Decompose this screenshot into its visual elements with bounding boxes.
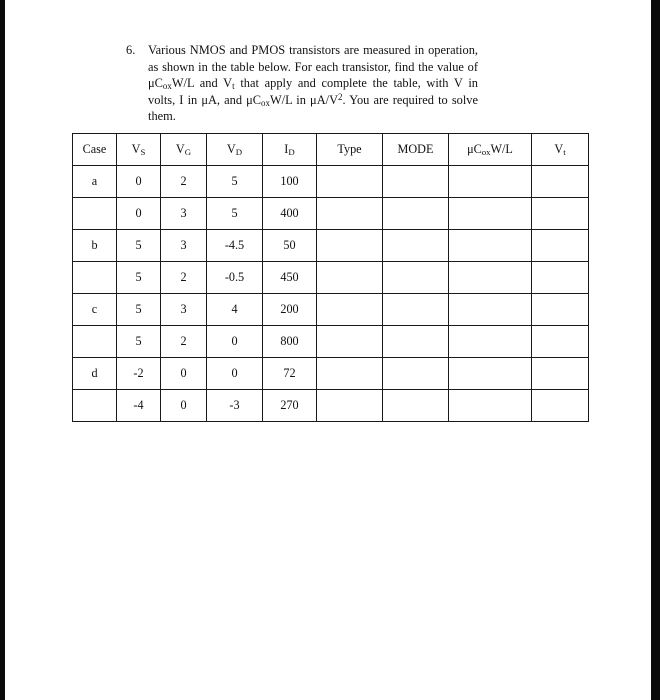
table-cell-vd: -4.5 [207, 230, 263, 262]
table-cell-case: a [73, 166, 117, 198]
table-row [73, 262, 589, 294]
table-row [73, 198, 589, 230]
table-cell-type[interactable] [317, 262, 383, 294]
table-row [73, 230, 589, 262]
column-header-case-label: Case [82, 142, 107, 156]
problem-line-3-subscript-t: t [232, 81, 235, 92]
table-cell-ucox[interactable] [449, 262, 532, 294]
problem-line-4-subscript-ox: ox [261, 97, 270, 108]
problem-line-4-part-c: . You are required to solve them. [148, 92, 479, 124]
table-cell-ucox[interactable] [449, 326, 532, 358]
column-header-vt-label: V [554, 142, 564, 156]
table-row [73, 166, 589, 198]
column-header-vg-subscript: G [184, 146, 192, 157]
problem-line-4 [148, 93, 478, 124]
table-cell-vt[interactable] [532, 326, 589, 358]
table-cell-vd: 0 [207, 358, 263, 390]
problem-number: 6. [126, 43, 136, 57]
table-cell-vt[interactable] [532, 294, 589, 326]
table-cell-id: 100 [263, 166, 317, 198]
table-cell-id: 200 [263, 294, 317, 326]
transistor-measurement-table [72, 133, 589, 422]
table-cell-vg: 2 [161, 262, 207, 294]
table-cell-vg: 3 [161, 198, 207, 230]
problem-line-4-part-b: W/L in μA/V [269, 92, 339, 107]
table-cell-vs: 0 [117, 166, 161, 198]
table-cell-ucox[interactable] [449, 358, 532, 390]
table-cell-vs: 5 [117, 326, 161, 358]
column-header-vs-label: V [131, 142, 141, 156]
table-cell-case: b [73, 230, 117, 262]
table-cell-type[interactable] [317, 358, 383, 390]
table-cell-id: 800 [263, 326, 317, 358]
problem-statement [126, 42, 478, 125]
table-cell-type[interactable] [317, 390, 383, 422]
table-cell-vs: 0 [117, 198, 161, 230]
table-cell-ucox[interactable] [449, 198, 532, 230]
problem-line-4-part-a: in μA, and μC [187, 92, 262, 107]
table-cell-type[interactable] [317, 230, 383, 262]
problem-line-2: shown in the table below. For each transistor, find the value of [162, 59, 478, 74]
table-cell-id: 72 [263, 358, 317, 390]
column-header-mode-label: MODE [397, 142, 434, 156]
column-header-type-label: Type [337, 142, 362, 156]
column-header-vt [532, 134, 589, 166]
table-row [73, 294, 589, 326]
table-cell-mode[interactable] [383, 262, 449, 294]
table-cell-mode[interactable] [383, 230, 449, 262]
table-cell-id: 450 [263, 262, 317, 294]
table-cell-mode[interactable] [383, 294, 449, 326]
column-header-type [317, 134, 383, 166]
table-cell-vt[interactable] [532, 230, 589, 262]
table-header-row [73, 134, 589, 166]
problem-line-3-subscript-ox: ox [162, 81, 172, 92]
table-cell-mode[interactable] [383, 326, 449, 358]
column-header-vd-label: V [226, 142, 236, 156]
table-cell-vt[interactable] [532, 166, 589, 198]
table-cell-mode[interactable] [383, 166, 449, 198]
problem-line-4-superscript-2: 2 [338, 91, 343, 102]
table-cell-ucox[interactable] [449, 390, 532, 422]
table-cell-type[interactable] [317, 294, 383, 326]
table-cell-vd: 5 [207, 198, 263, 230]
table-cell-vd: 4 [207, 294, 263, 326]
table-cell-type[interactable] [317, 166, 383, 198]
column-header-id-subscript: D [288, 146, 295, 157]
table-cell-case[interactable] [73, 390, 117, 422]
table-cell-vs: -4 [117, 390, 161, 422]
column-header-vd [207, 134, 263, 166]
problem-line-3-part-c: that apply and complete the table, with V in volts, I [148, 76, 478, 107]
table-cell-case[interactable] [73, 326, 117, 358]
table-body [73, 166, 589, 422]
column-header-vt-subscript: t [563, 146, 566, 157]
column-header-case [73, 134, 117, 166]
transistor-table-container [72, 133, 588, 422]
table-row [73, 358, 589, 390]
table-row [73, 390, 589, 422]
column-header-vd-subscript: D [235, 146, 243, 157]
column-header-mode [383, 134, 449, 166]
table-cell-ucox[interactable] [449, 166, 532, 198]
column-header-vg-label: V [175, 142, 185, 156]
table-cell-vd: 0 [207, 326, 263, 358]
scan-edge-bar-right [651, 0, 660, 700]
table-cell-vt[interactable] [532, 198, 589, 230]
column-header-ucoxwl-subscript: ox [481, 146, 491, 157]
table-cell-type[interactable] [317, 326, 383, 358]
table-cell-type[interactable] [317, 198, 383, 230]
table-cell-mode[interactable] [383, 390, 449, 422]
table-cell-vg: 2 [161, 326, 207, 358]
problem-text-block [126, 42, 478, 125]
problem-line-3-part-b: W/L and V [171, 76, 233, 91]
table-cell-vd: -3 [207, 390, 263, 422]
column-header-vg [161, 134, 207, 166]
table-cell-case[interactable] [73, 262, 117, 294]
table-cell-vs: 5 [117, 262, 161, 294]
table-cell-vs: -2 [117, 358, 161, 390]
problem-line-3-part-a: μC [148, 76, 163, 91]
table-cell-vs: 5 [117, 230, 161, 262]
table-cell-mode[interactable] [383, 358, 449, 390]
table-cell-id: 270 [263, 390, 317, 422]
table-cell-vt[interactable] [532, 262, 589, 294]
table-cell-ucox[interactable] [449, 230, 532, 262]
table-cell-vg: 3 [161, 230, 207, 262]
document-page [5, 0, 651, 700]
column-header-id-label: I [284, 142, 289, 156]
problem-body [148, 42, 478, 125]
table-cell-case: c [73, 294, 117, 326]
column-header-id [263, 134, 317, 166]
column-header-vs [117, 134, 161, 166]
column-header-ucoxwl-label: μC [467, 142, 482, 156]
table-cell-vt[interactable] [532, 390, 589, 422]
table-cell-case[interactable] [73, 198, 117, 230]
table-cell-id: 400 [263, 198, 317, 230]
table-cell-vs: 5 [117, 294, 161, 326]
table-cell-case: d [73, 358, 117, 390]
table-cell-vd: -0.5 [207, 262, 263, 294]
table-cell-vg: 2 [161, 166, 207, 198]
table-cell-mode[interactable] [383, 198, 449, 230]
table-row [73, 326, 589, 358]
table-cell-vg: 3 [161, 294, 207, 326]
table-cell-id: 50 [263, 230, 317, 262]
column-header-ucoxwl-suffix: W/L [490, 142, 513, 156]
table-cell-ucox[interactable] [449, 294, 532, 326]
table-cell-vd: 5 [207, 166, 263, 198]
column-header-vs-subscript: S [140, 146, 146, 157]
table-cell-vg: 0 [161, 390, 207, 422]
table-cell-vg: 0 [161, 358, 207, 390]
table-cell-vt[interactable] [532, 358, 589, 390]
column-header-ucoxwl [449, 134, 532, 166]
problem-line-1: Various NMOS and PMOS transistors are measured in operation, as [148, 43, 478, 74]
